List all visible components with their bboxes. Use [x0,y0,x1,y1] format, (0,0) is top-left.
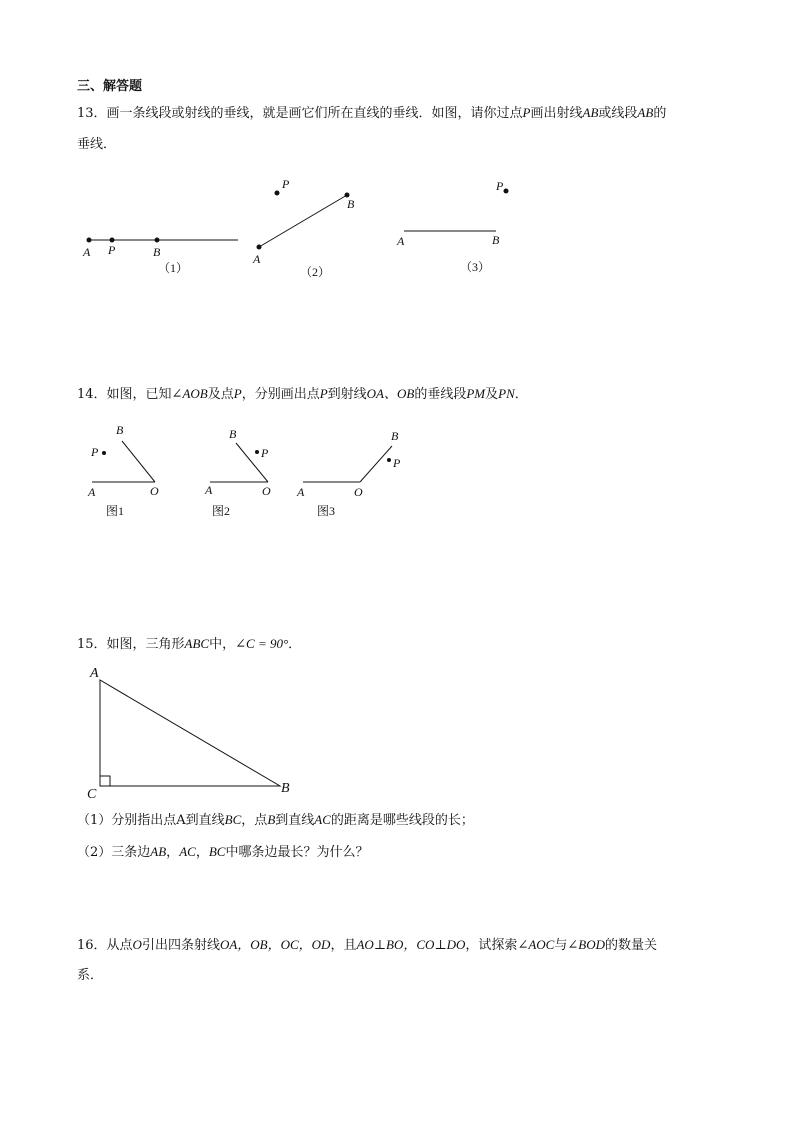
q14-rays: OA、OB [366,386,415,401]
q13-fig3-label-a: A [397,234,405,248]
q14-fig3-label-b: B [391,429,399,443]
q15-sub2 [77,844,368,861]
q14-fig1-ray-ob [122,441,155,482]
q13-line1-mid1: 画出射线 [530,106,583,121]
q13-fig1-label-p: P [108,243,116,257]
q13-fig3-label-p: P [496,179,504,193]
q15-sub2-pre: （2）三条边 [77,845,151,860]
q16-a2: ∠BOD [567,937,605,952]
q14-mid5: 及 [485,387,499,402]
q14-fig2-label-b: B [229,427,237,441]
q14-figure-1 [87,423,159,518]
q13-fig2-point-p [275,191,280,196]
q13-ray: AB [582,105,599,120]
q14-fig1-point-p [102,451,106,455]
q15-sub1-ac: AC [314,812,331,827]
q13-text-line2: 垂线． [77,137,117,152]
q13-fig3-point-p [504,189,509,194]
q16-mid4: 与 [554,938,568,953]
q13-caption-3: （3） [460,260,491,274]
q15-sub2-c1: ， [166,845,180,860]
q16-a1: ∠AOC [517,937,555,952]
q14-fig3-ray-ob [360,446,392,482]
q15-cond: ∠C = 90° [235,636,289,651]
q15-sub2-ab: AB [150,844,167,859]
q13-fig1-label-a: A [83,245,91,259]
q16-pre: 16．从点 [77,938,133,953]
q15-text [77,636,301,653]
q15-sub1-end: 的距离是哪些线段的长； [330,813,474,828]
q13-line1-pre: 13．画一条线段或射线的垂线，就是画它们所在直线的垂线．如图，请你过点 [77,106,523,121]
q15-mid: 中， [209,637,236,652]
q16-mid3: ，试探索 [465,938,518,953]
q13-caption-2: （2） [300,265,331,279]
q14-fig3-label-p: P [393,456,401,470]
q16-end: 的数量关 [604,938,657,953]
q14-fig1-label-p: P [91,445,99,459]
q14-mid2: ，分别画出点 [241,387,320,402]
q15-sub1-mid2: 到直线 [275,813,315,828]
q13-point-p: P [522,105,531,120]
q13-fig2-point-a [257,245,262,250]
q14-figure-2 [204,427,271,518]
q14-fig3-label-o: O [354,485,363,499]
q16-text-line2: 系． [77,968,104,983]
q14-caption-2: 图2 [212,504,231,518]
q15-sub1-bc: BC [224,812,242,827]
q15-label-a: A [90,666,99,681]
q13-fig1-label-b: B [153,245,161,259]
q14-pm: PM [466,386,486,401]
q14-fig2-label-a: A [205,483,213,497]
q15-sub1 [77,812,474,829]
q13-line1-end: 的 [653,106,667,121]
q14-mid3: 到射线 [327,387,367,402]
q13-figure-2 [252,177,355,279]
q13-fig2-label-b: B [347,197,355,211]
q13-fig3-label-b: B [492,233,500,247]
q14-caption-3: 图3 [317,504,336,518]
q15-triangle [100,680,280,786]
q15-pre: 15．如图，三角形 [77,637,185,652]
q13-fig1-point-b [155,238,160,243]
q15-label-c: C [87,787,97,802]
q14-fig1-label-a: A [88,485,96,499]
q13-figure-1 [82,238,238,276]
q16-text-line1 [77,937,657,954]
q14-fig3-point-p [387,458,391,462]
q14-angle: ∠AOB [171,386,208,401]
q14-pn: PN [498,386,515,401]
q14-point-p: P [233,386,242,401]
q14-fig3-label-a: A [297,485,305,499]
q13-caption-1: （1） [158,261,189,275]
q15-sub1-mid: ，点 [241,813,268,828]
q15-sub2-bc: BC [208,844,226,859]
q13-fig1-point-p [110,238,115,243]
q13-fig2-label-a: A [253,252,261,266]
q14-mid1: 及点 [207,387,234,402]
q14-fig2-label-o: O [262,484,271,498]
q13-fig2-ray [259,195,347,247]
q16-mid: 引出四条射线 [141,938,220,953]
q14-pre: 14．如图，已知 [77,387,172,402]
q14-fig2-label-p: P [261,446,269,460]
q14-caption-1: 图1 [106,504,125,518]
q15-sub2-c2: ， [195,845,209,860]
q16-mid2: ，且 [330,938,357,953]
q16-rays: OA，OB，OC，OD [219,937,331,952]
q15-sub2-ac: AC [179,844,196,859]
section-title: 三、解答题 [77,79,143,94]
q15-right-angle-mark [100,776,110,786]
q14-fig1-label-o: O [150,484,159,498]
q15-sub1-b: B [267,812,276,827]
q16-o: O [132,937,142,952]
q15-label-b: B [281,781,290,796]
q13-segment: AB [637,105,654,120]
q14-fig1-label-b: B [116,423,124,437]
q13-fig1-point-a [87,238,92,243]
q14-text [77,386,528,403]
q14-end: ． [514,387,528,402]
q13-line1-mid2: 或线段 [598,106,638,121]
q14-fig2-point-p [255,450,259,454]
q15-end: ． [288,637,302,652]
q14-figure-3 [296,429,401,518]
q13-figure-3 [396,179,509,274]
q15-triangle-figure [87,666,290,802]
q15-sub2-end: 中哪条边最长？为什么？ [225,845,369,860]
q15-tri: ABC [184,636,210,651]
q15-sub1-pre: （1）分别指出点A到直线 [77,813,225,828]
q13-fig2-label-p: P [282,177,290,191]
q14-point-p-2: P [319,386,328,401]
q14-mid4: 的垂线段 [414,387,467,402]
q16-cond: AO⊥BO，CO⊥DO [356,937,466,952]
